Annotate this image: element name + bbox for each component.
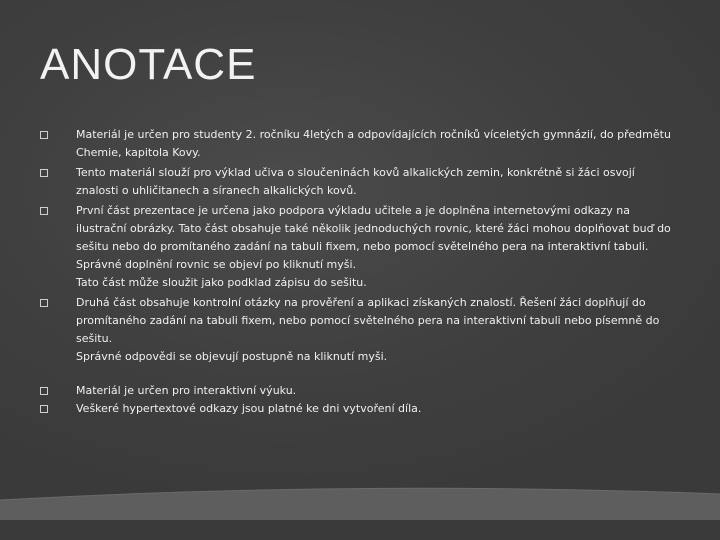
list-continuation: Správné odpovědi se objevují postupně na kliknutí myši. <box>76 350 388 363</box>
list-item-text: První část prezentace je určena jako podpora výkladu učitele a je doplněna internetovými odkazy na ilustrační obrázky. Tato část obsahuje také několik jednoduchých rovnic, které žáci mohou doplňovat buď do sešitu nebo do promítaného zadání na tabuli fixem, nebo pomocí světelného pera na interaktivní tabuli. <box>76 204 671 253</box>
footer-decoration <box>0 440 720 520</box>
list-continuation: Tato část může sloužit jako podklad zápisu do sešitu. <box>76 276 367 289</box>
list-item <box>40 382 680 400</box>
list-item-text: Druhá část obsahuje kontrolní otázky na prověření a aplikaci získaných znalostí. Řešení žáci doplňují do promítaného zadání na tabuli fixem, nebo pomocí světelného pera na interaktivní tabuli nebo písemně do sešitu. <box>76 296 660 345</box>
list-item <box>40 294 680 348</box>
list-item <box>40 164 680 200</box>
list-item-text: Materiál je určen pro studenty 2. ročníku 4letých a odpovídajících ročníků víceletých gymnázií, do předmětu Chemie, kapitola Kovy. <box>76 128 671 159</box>
square-bullet-icon <box>40 169 48 177</box>
list-item <box>40 126 680 162</box>
square-bullet-icon <box>40 207 48 215</box>
slide-title: ANOTACE <box>40 40 257 89</box>
square-bullet-icon <box>40 387 48 395</box>
list-item <box>40 400 680 418</box>
list-item-text: Veškeré hypertextové odkazy jsou platné ke dni vytvoření díla. <box>76 402 422 415</box>
square-bullet-icon <box>40 299 48 307</box>
annotation-list <box>40 126 680 418</box>
list-item-text: Tento materiál slouží pro výklad učiva o sloučeninách kovů alkalických zemin, konkrétně si žáci osvojí znalosti o uhličitanech a síranech alkalických kovů. <box>76 166 635 197</box>
square-bullet-icon <box>40 405 48 413</box>
list-item-text: Materiál je určen pro interaktivní výuku. <box>76 384 297 397</box>
square-bullet-icon <box>40 131 48 139</box>
list-continuation: Správné doplnění rovnic se objeví po kliknutí myši. <box>76 258 357 271</box>
list-item <box>40 202 680 256</box>
